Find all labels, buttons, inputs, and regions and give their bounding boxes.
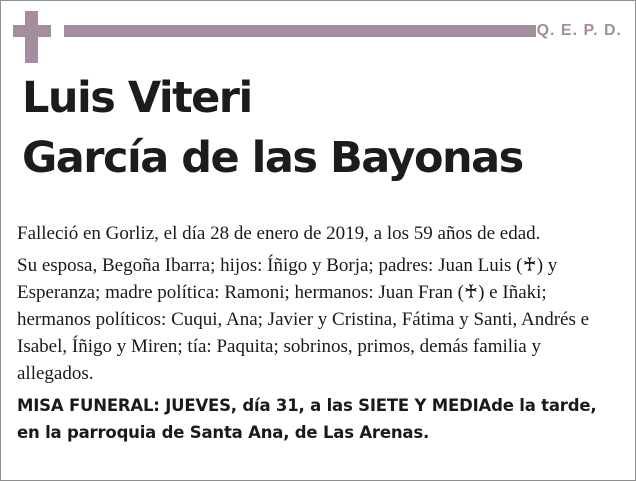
deceased-name-line2: García de las Bayonas <box>22 133 523 183</box>
obituary-body <box>17 220 621 446</box>
deceased-name <box>22 68 523 188</box>
cross-horizontal-bar <box>13 25 51 37</box>
cross-icon <box>13 11 51 63</box>
header-divider <box>64 25 536 37</box>
family-list: Su esposa, Begoña Ibarra; hijos: Íñigo y Borja; padres: Juan Luis (♰) y Esperanza; madre política: Ramoni; hermanos: Juan Fran (♰) e Iñaki; hermanos políticos: Cuqui, Ana; Javier y Cristina, Fátima y Santi, Andrés e Isabel, Íñigo y Miren; tía: Paquita; sobrinos, primos, demás familia y allegados. <box>17 255 590 384</box>
qepd-label: Q. E. P. D. <box>536 22 622 39</box>
cross-vertical-bar <box>25 11 38 63</box>
death-notice: Falleció en Gorliz, el día 28 de enero de 2019, a los 59 años de edad. <box>17 223 541 244</box>
funeral-info: MISA FUNERAL: JUEVES, día 31, a las SIETE Y MEDIAde la tarde, en la parroquia de Santa Ana, de Las Arenas. <box>17 396 597 442</box>
deceased-name-line1: Luis Viteri <box>22 73 252 123</box>
